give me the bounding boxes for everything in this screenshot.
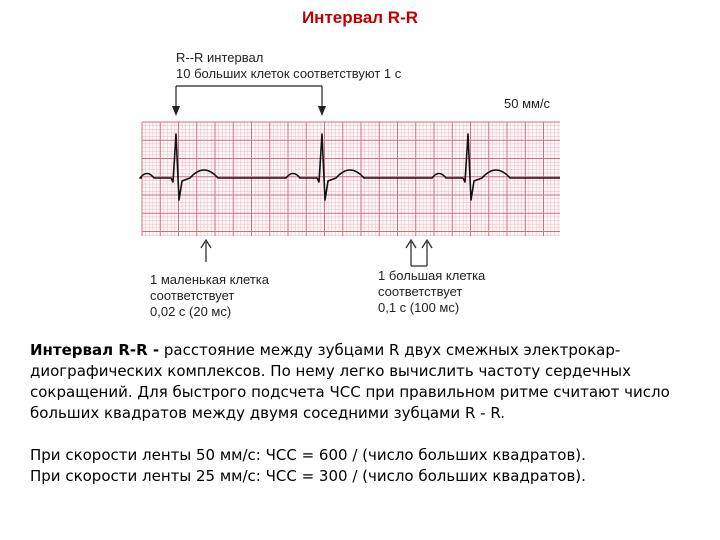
formula-25mm: При скорости ленты 25 мм/с: ЧСС = 300 / (число больших квадратов). xyxy=(30,467,586,485)
rr-interval-label: R--R интервал xyxy=(176,50,264,65)
description-line-4: больших квадратов между двумя соседними зубцами R - R. xyxy=(30,404,505,422)
rr-bracket xyxy=(176,86,322,112)
small-cell-label-3: 0,02 с (20 мс) xyxy=(150,304,232,319)
ecg-figure xyxy=(130,40,570,330)
description-text xyxy=(30,340,715,487)
big-cell-label-2: соответствует xyxy=(378,284,463,299)
big-cell-label-1: 1 большая клетка xyxy=(378,268,486,283)
description-line-1 xyxy=(30,340,715,361)
rr-interval-description: 10 больших клеток соответствуют 1 с xyxy=(176,66,402,81)
small-cell-label-1: 1 маленькая клетка xyxy=(150,272,270,287)
paragraph-gap xyxy=(30,424,715,445)
term-rr-interval: Интервал R-R - xyxy=(30,341,160,359)
small-cell-label-2: соответствует xyxy=(150,288,235,303)
slide-title: Интервал R-R xyxy=(301,8,419,27)
formula-50mm: При скорости ленты 50 мм/с: ЧСС = 600 / (число больших квадратов). xyxy=(30,446,586,464)
description-line-2: диографических комплексов. По нему легко вычислить частоту сердечных xyxy=(30,362,632,380)
bracket-arrowheads xyxy=(172,106,326,116)
ecg-grid xyxy=(142,122,560,236)
grid-background xyxy=(142,122,560,236)
description-line-1-rest: расстояние между зубцами R двух смежных электрокар- xyxy=(159,341,621,359)
description-line-3: сокращений. Для быстрого подсчета ЧСС при правильном ритме считают число xyxy=(30,383,670,401)
big-cell-label-3: 0,1 с (100 мс) xyxy=(378,300,460,315)
small-cell-arrow xyxy=(201,240,211,262)
big-cell-bracket-arrows xyxy=(406,240,432,266)
paper-speed-label: 50 мм/с xyxy=(504,96,551,111)
